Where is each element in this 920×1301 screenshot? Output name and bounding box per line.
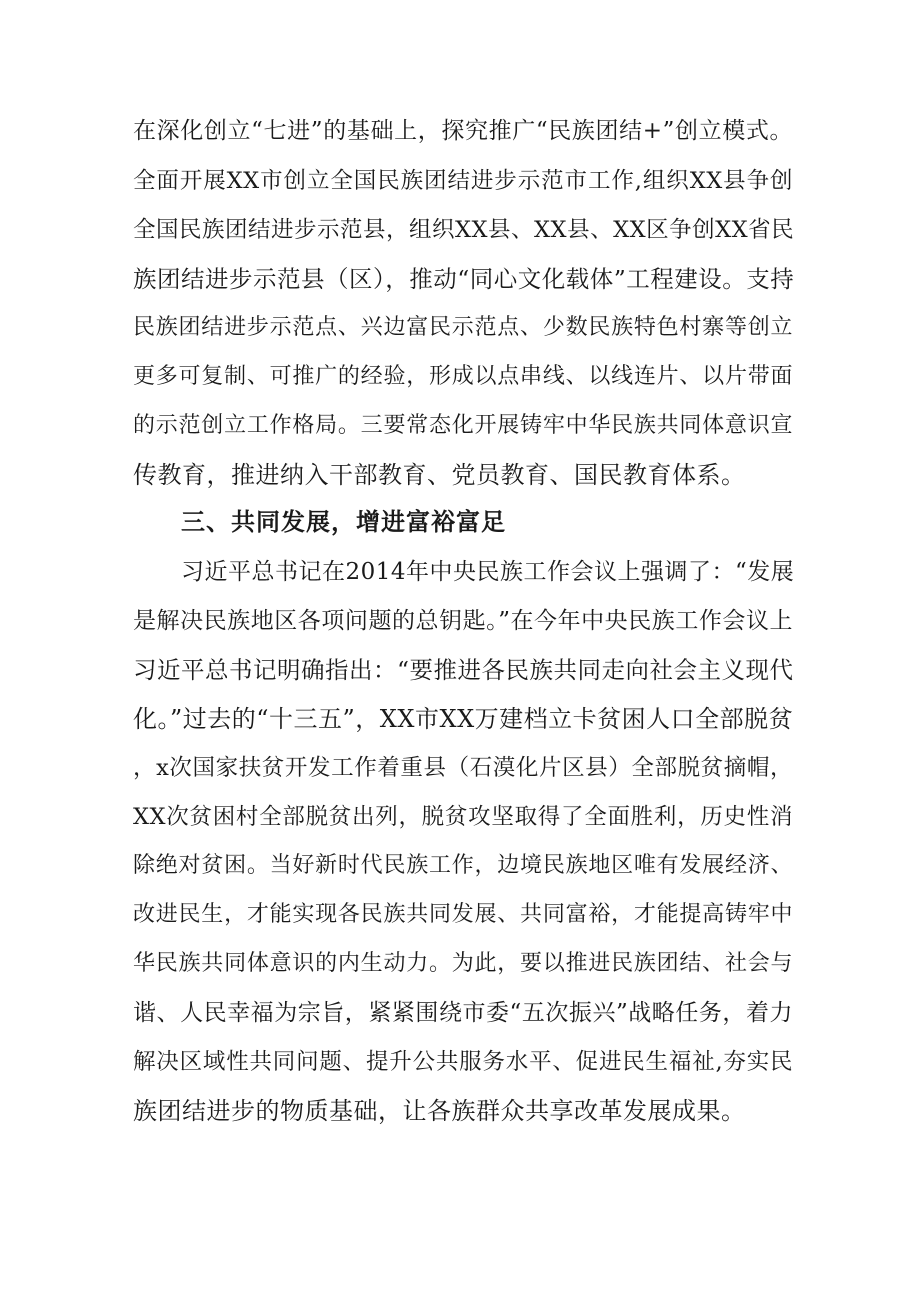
text-line: XX次贫困村全部脱贫出列，脱贫攻坚取得了全面胜利，历史性消: [133, 804, 793, 830]
text-line: 族团结进步示范县（区），推动“同心文化载体”工程建设。支持: [133, 265, 795, 293]
text-line: 习近平总书记明确指出：“要推进各民族共同走向社会主义现代: [133, 656, 794, 684]
text-line: 的示范创立工作格局。三要常态化开展铸牢中华民族共同体意识宣: [133, 413, 793, 438]
text-line: 民族团结进步示范点、兴边富民示范点、少数民族特色村寨等创立: [133, 315, 793, 340]
text-line: 谐、人民幸福为宗旨，紧紧围绕市委“五次振兴”战略任务，着力: [133, 1000, 793, 1026]
text-line: 传教育，推进纳入干部教育、党员教育、国民教育体系。: [133, 461, 746, 489]
text-line: 是解决民族地区各项问题的总钥匙。”在今年中央民族工作会议上: [133, 608, 793, 634]
text-line: 全面开展XX市创立全国民族团结进步示范市工作,组织XX县争创: [133, 168, 793, 194]
text-line: 全国民族团结进步示范县，组织XX县、XX县、XX区争创XX省民: [133, 217, 795, 243]
text-line: 族团结进步的物质基础，让各族群众共享改革发展成果。: [133, 1097, 746, 1125]
text-line: 除绝对贫困。当好新时代民族工作，边境民族地区唯有发展经济、: [133, 853, 793, 878]
section-heading: 三、共同发展，增进富裕富足: [181, 508, 506, 536]
text-line: 改进民生，才能实现各民族共同发展、共同富裕，才能提高铸牢中: [133, 902, 793, 927]
text-line: ，x次国家扶贫开发工作着重县（石漠化片区县）全部脱贫摘帽，: [133, 755, 793, 781]
text-line: 化。”过去的“十三五”，XX市XX万建档立卡贫困人口全部脱贫: [133, 705, 794, 733]
text-line: 解决区域性共同问题、提升公共服务水平、促进民生福祉,夯实民: [133, 1049, 793, 1075]
text-line: 更多可复制、可推广的经验，形成以点串线、以线连片、以片带面: [133, 364, 793, 389]
text-line: 习近平总书记在2014年中央民族工作会议上强调了：“发展: [181, 559, 795, 585]
text-line: 华民族共同体意识的内生动力。为此，要以推进民族团结、社会与: [133, 951, 793, 976]
text-line: 在深化创立“七进”的基础上，探究推广“民族团结+”创立模式。: [133, 118, 793, 144]
